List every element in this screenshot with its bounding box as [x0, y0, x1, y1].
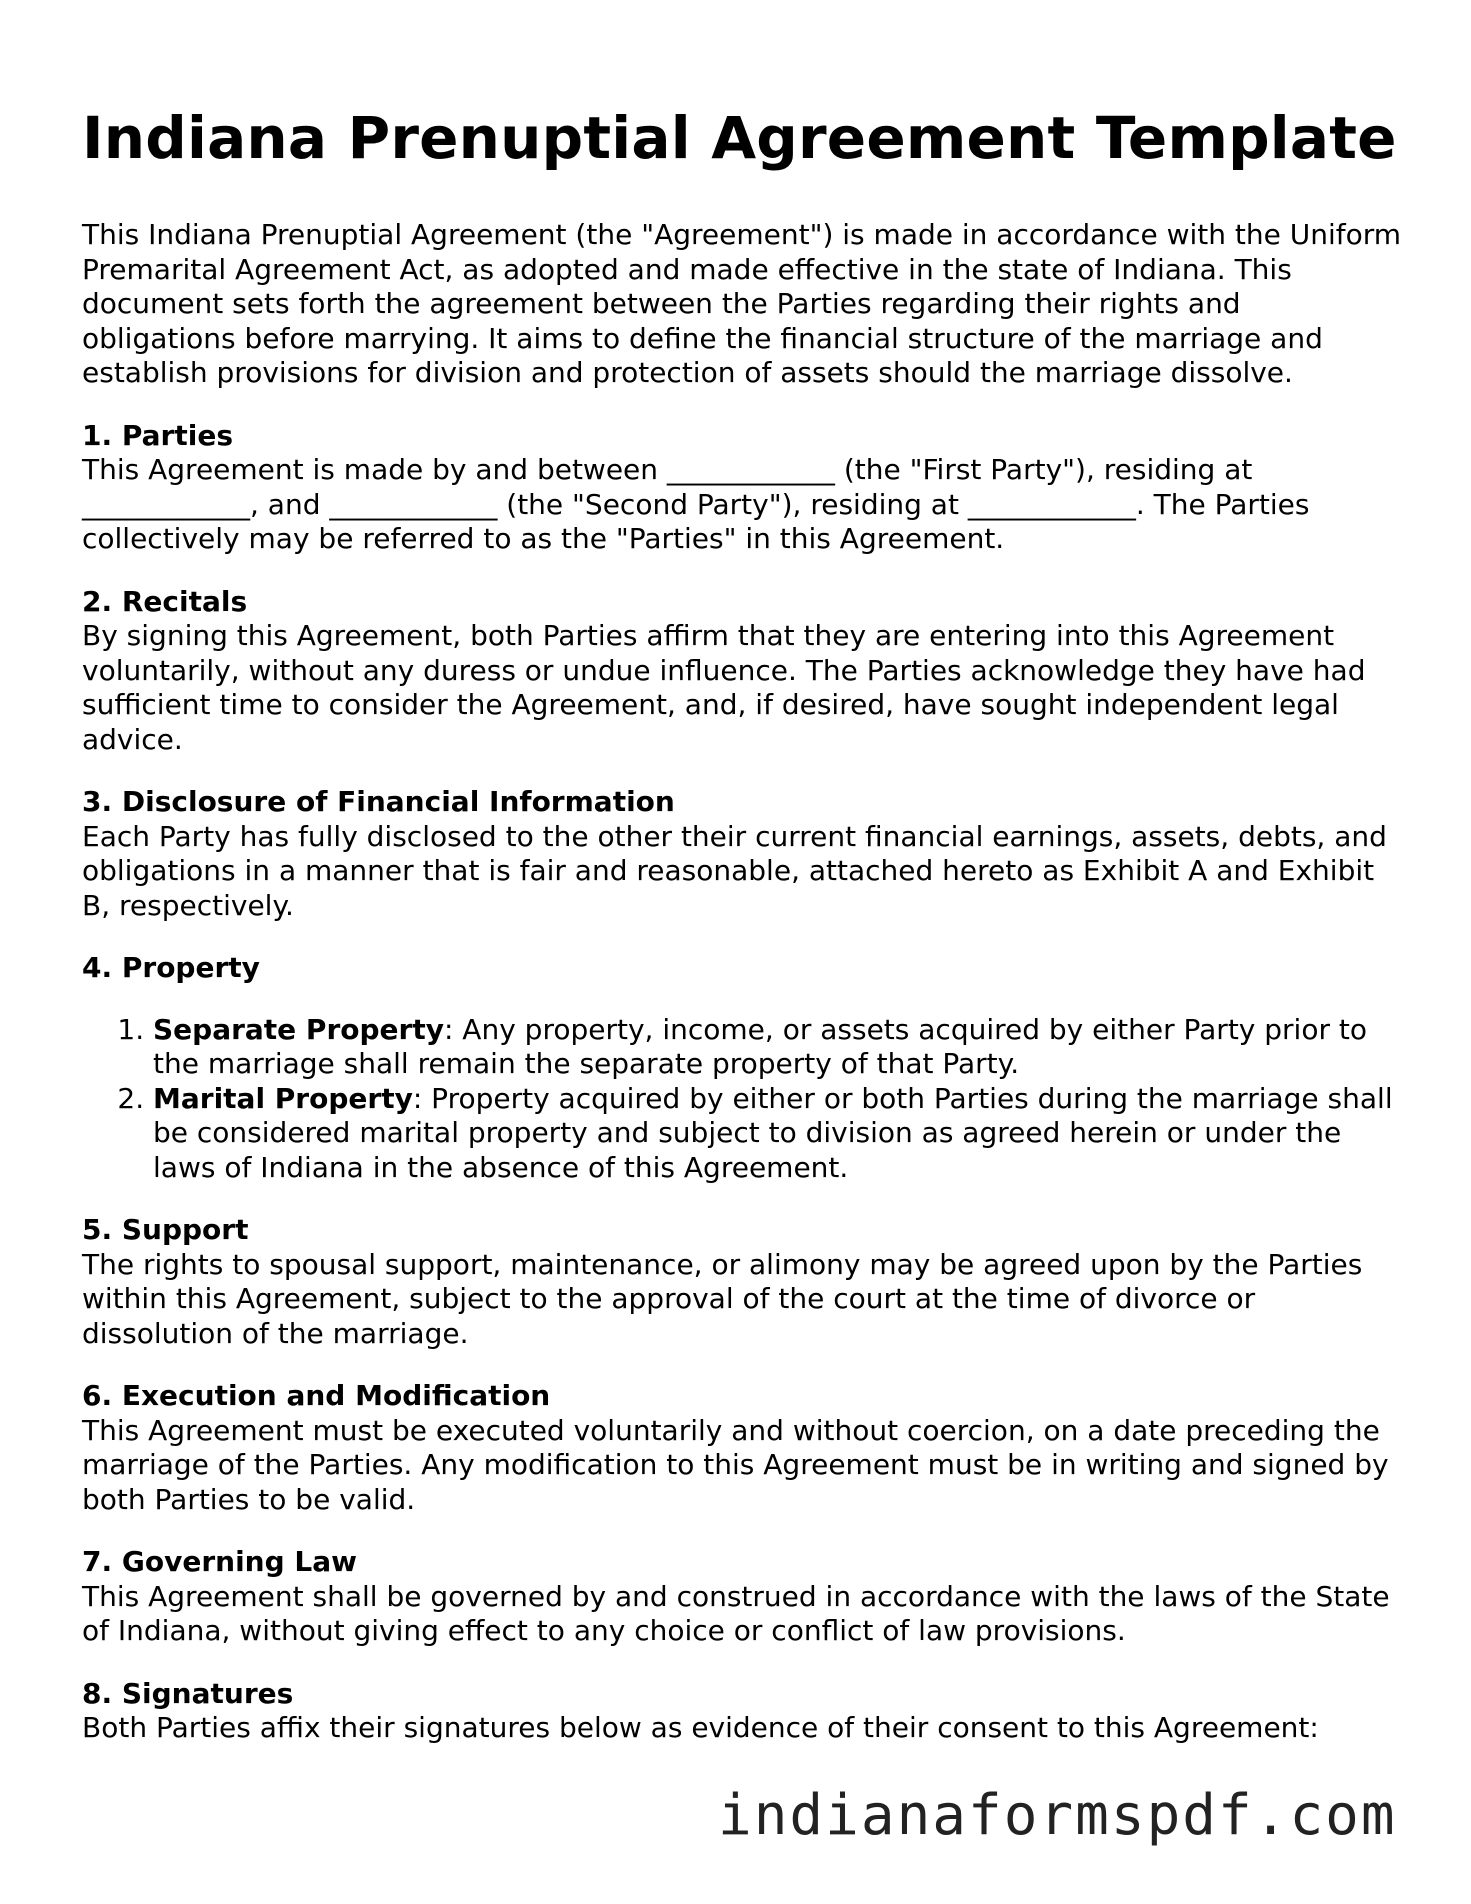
- section-body: The rights to spousal support, maintenance, or alimony may be agreed upon by the Parties within this Agreement, subject to the approval of the court at the time of divorce or dissolution of the marriage.: [82, 1247, 1363, 1350]
- section-heading: 6. Execution and Modification: [82, 1379, 551, 1412]
- document-title: Indiana Prenuptial Agreement Template: [82, 104, 1397, 172]
- section-heading: 8. Signatures: [82, 1676, 294, 1710]
- section-heading: 4. Property: [82, 951, 260, 984]
- section-heading: 1. Parties: [82, 418, 233, 452]
- section-body: By signing this Agreement, both Parties affirm that they are entering into this Agreement voluntarily, without any duress or undue influence. The Parties acknowledge they have had sufficient time to consider the Agreement, and, if desired, have sought independent legal advice.: [82, 619, 1366, 756]
- section-support: [82, 1213, 1402, 1351]
- section-governing-law: [82, 1545, 1402, 1649]
- section-body: This Agreement is made by and between ____________ (the "First Party"), residing at ____________, and ____________ (the "Second Party"), residing at ____________. The Parties collectively may be referred to as the "Parties" in this Agreement.: [82, 453, 1310, 555]
- section-disclosure: [82, 785, 1402, 923]
- list-item: [153, 1082, 1402, 1186]
- section-property: [82, 951, 1402, 1185]
- property-text: : Any property, income, or assets acquired by either Party prior to the marriage shall remain the separate property of that Party.: [153, 1012, 1367, 1080]
- section-body: Both Parties affix their signatures below as evidence of their consent to this Agreement:: [82, 1711, 1319, 1744]
- section-heading: 3. Disclosure of Financial Information: [82, 785, 675, 818]
- section-body: This Agreement must be executed voluntarily and without coercion, on a date preceding the marriage of the Parties. Any modification to this Agreement must be in writing and signed by both Parties to be valid.: [82, 1413, 1389, 1516]
- property-term: Marital Property: [153, 1081, 413, 1115]
- section-recitals: [82, 585, 1402, 758]
- section-parties: [82, 419, 1402, 557]
- section-body: Each Party has fully disclosed to the other their current financial earnings, assets, debts, and obligations in a manner that is fair and reasonable, attached hereto as Exhibit A and Exhibit B, respectively.: [82, 819, 1387, 922]
- site-watermark: indianaformspdf.com: [718, 1783, 1397, 1848]
- section-execution: [82, 1379, 1402, 1517]
- section-heading: 5. Support: [82, 1213, 249, 1246]
- section-signatures: [82, 1677, 1402, 1746]
- section-heading: 2. Recitals: [82, 584, 248, 618]
- property-term: Separate Property: [153, 1012, 444, 1046]
- property-list: [82, 1013, 1402, 1186]
- list-item: [153, 1013, 1402, 1082]
- section-body: This Agreement shall be governed by and construed in accordance with the laws of the State of Indiana, without giving effect to any choice or conflict of law provisions.: [82, 1579, 1390, 1647]
- property-text: : Property acquired by either or both Parties during the marriage shall be considered marital property and subject to division as agreed herein or under the laws of Indiana in the absence of this Agreement.: [153, 1081, 1393, 1184]
- intro-paragraph: This Indiana Prenuptial Agreement (the "Agreement") is made in accordance with the Uniform Premarital Agreement Act, as adopted and made effective in the state of Indiana. This document sets forth the agreement between the Parties regarding their rights and obligations before marrying. It aims to define the financial structure of the marriage and establish provisions for division and protection of assets should the marriage dissolve.: [82, 218, 1402, 389]
- section-heading: 7. Governing Law: [82, 1545, 357, 1578]
- document-page: [82, 96, 1402, 1746]
